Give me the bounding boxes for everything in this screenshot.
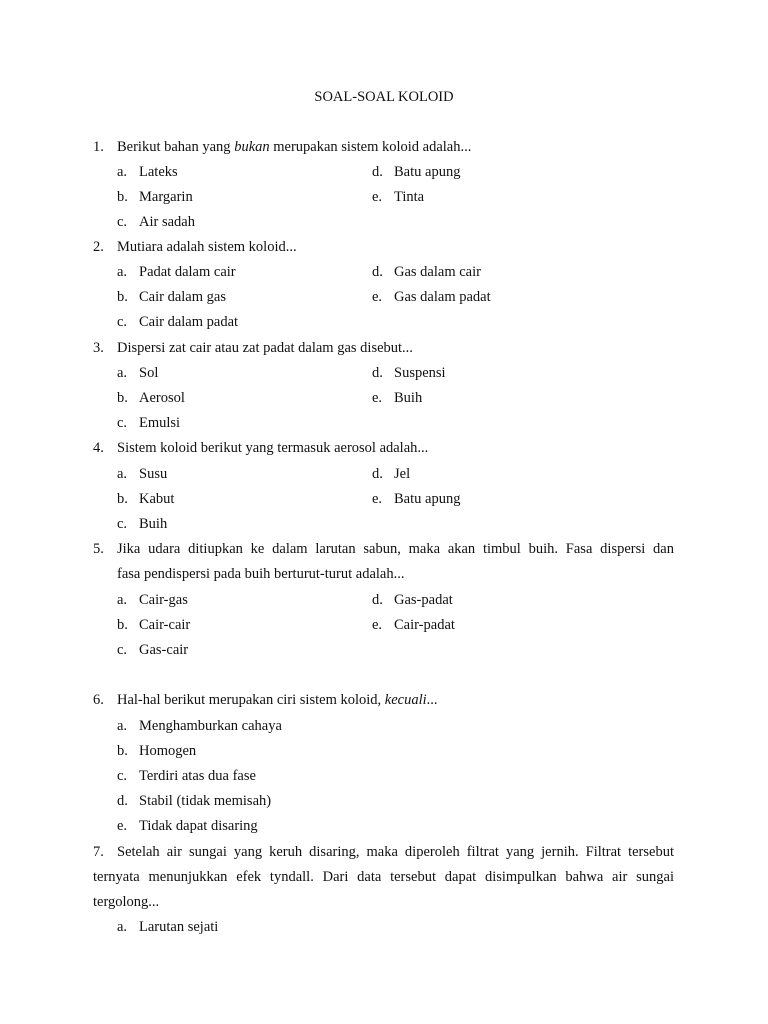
- option-letter: c.: [117, 314, 128, 330]
- question-number: 1.: [93, 139, 104, 155]
- option-letter: c.: [117, 214, 128, 230]
- option-text: Cair-padat: [394, 617, 455, 633]
- option-letter: b.: [117, 491, 128, 507]
- question-text: [117, 137, 471, 157]
- option-letter: d.: [372, 592, 383, 608]
- option-text: Kabut: [139, 491, 175, 507]
- option-letter: a.: [117, 264, 128, 280]
- question-text: Setelah air sungai yang keruh disaring, maka diperoleh filtrat yang jernih. Filtrat tersebut: [117, 844, 674, 860]
- option-1e: [372, 187, 424, 207]
- option-text: Buih: [139, 516, 168, 532]
- option-text: Margarin: [139, 189, 193, 205]
- option-text: Batu apung: [394, 491, 461, 507]
- question-number: 7.: [93, 844, 104, 860]
- option-1d: [372, 162, 460, 182]
- option-4d: [372, 464, 410, 484]
- option-letter: a.: [117, 466, 128, 482]
- question-text-part: merupakan sistem koloid adalah...: [269, 139, 472, 155]
- option-letter: d.: [372, 365, 383, 381]
- option-2d: [372, 262, 481, 282]
- option-text: Buih: [394, 390, 423, 406]
- option-letter: d.: [117, 793, 128, 809]
- question-text-continued: fasa pendispersi pada buih berturut-turut adalah...: [117, 566, 405, 582]
- option-letter: b.: [117, 743, 128, 759]
- option-text: Menghamburkan cahaya: [139, 718, 282, 734]
- option-6c: [117, 766, 256, 786]
- option-4e: [372, 489, 460, 509]
- option-text: Cair dalam gas: [139, 289, 226, 305]
- option-text: Gas dalam cair: [394, 264, 481, 280]
- option-letter: e.: [372, 617, 383, 633]
- option-3c: [117, 413, 180, 433]
- question-number: 6.: [93, 692, 104, 708]
- question-number: 2.: [93, 239, 104, 255]
- option-5c: [117, 640, 188, 660]
- option-5e: [372, 615, 455, 635]
- question-text: Mutiara adalah sistem koloid...: [117, 239, 297, 255]
- option-6a: [117, 716, 282, 736]
- question-text: Dispersi zat cair atau zat padat dalam gas disebut...: [117, 340, 413, 356]
- option-text: Emulsi: [139, 415, 181, 431]
- option-letter: a.: [117, 919, 128, 935]
- option-4b: [117, 489, 174, 509]
- option-2c: [117, 312, 238, 332]
- option-text: Lateks: [139, 164, 178, 180]
- option-text: Padat dalam cair: [139, 264, 236, 280]
- option-5a: [117, 590, 188, 610]
- option-2a: [117, 262, 236, 282]
- option-3b: [117, 388, 185, 408]
- question-number: 3.: [93, 340, 104, 356]
- option-letter: e.: [117, 818, 128, 834]
- page-title: SOAL-SOAL KOLOID: [314, 89, 454, 105]
- option-1c: [117, 212, 195, 232]
- option-3a: [117, 363, 158, 383]
- option-5d: [372, 590, 453, 610]
- option-text: Homogen: [139, 743, 197, 759]
- option-letter: e.: [372, 189, 383, 205]
- option-1b: [117, 187, 193, 207]
- option-3e: [372, 388, 422, 408]
- option-text: Gas-padat: [394, 592, 453, 608]
- question-text: Sistem koloid berikut yang termasuk aerosol adalah...: [117, 440, 429, 456]
- question-text-emphasis: bukan: [234, 139, 270, 155]
- option-4a: [117, 464, 167, 484]
- option-letter: b.: [117, 390, 128, 406]
- option-text: Air sadah: [139, 214, 195, 230]
- option-text: Tidak dapat disaring: [139, 818, 258, 834]
- question-text-part: Berikut bahan yang: [117, 139, 235, 155]
- option-6b: [117, 741, 196, 761]
- option-text: Gas dalam padat: [394, 289, 491, 305]
- option-letter: b.: [117, 617, 128, 633]
- question-text: [117, 690, 438, 710]
- option-letter: e.: [372, 491, 383, 507]
- option-6d: [117, 791, 271, 811]
- option-letter: c.: [117, 642, 128, 658]
- option-letter: d.: [372, 264, 383, 280]
- option-letter: e.: [372, 390, 383, 406]
- question-text-continued: tergolong...: [93, 894, 160, 910]
- option-letter: b.: [117, 289, 128, 305]
- option-letter: c.: [117, 415, 128, 431]
- option-letter: a.: [117, 365, 128, 381]
- option-letter: e.: [372, 289, 383, 305]
- option-2b: [117, 287, 226, 307]
- question-number: 4.: [93, 440, 104, 456]
- option-text: Suspensi: [394, 365, 446, 381]
- option-letter: c.: [117, 516, 128, 532]
- option-text: Cair dalam padat: [139, 314, 239, 330]
- option-letter: a.: [117, 718, 128, 734]
- option-text: Larutan sejati: [139, 919, 219, 935]
- option-text: Jel: [394, 466, 411, 482]
- question-number: 5.: [93, 541, 104, 557]
- question-text: Jika udara ditiupkan ke dalam larutan sabun, maka akan timbul buih. Fasa dispersi dan: [117, 541, 674, 557]
- option-text: Cair-gas: [139, 592, 188, 608]
- option-letter: a.: [117, 592, 128, 608]
- option-2e: [372, 287, 491, 307]
- option-text: Aerosol: [139, 390, 185, 406]
- question-text-continued: ternyata menunjukkan efek tyndall. Dari data tersebut dapat disimpulkan bahwa air sungai: [93, 869, 674, 885]
- option-letter: c.: [117, 768, 128, 784]
- question-text-emphasis: kecuali: [384, 692, 427, 708]
- option-text: Sol: [139, 365, 159, 381]
- option-7a: [117, 917, 218, 937]
- option-text: Terdiri atas dua fase: [139, 768, 256, 784]
- option-3d: [372, 363, 446, 383]
- question-text-part: ...: [426, 692, 438, 708]
- option-text: Gas-cair: [139, 642, 189, 658]
- option-6e: [117, 816, 258, 836]
- option-text: Tinta: [394, 189, 425, 205]
- option-4c: [117, 514, 167, 534]
- option-text: Susu: [139, 466, 168, 482]
- question-text-part: Hal-hal berikut merupakan ciri sistem koloid,: [117, 692, 385, 708]
- option-letter: b.: [117, 189, 128, 205]
- option-letter: a.: [117, 164, 128, 180]
- option-text: Batu apung: [394, 164, 461, 180]
- option-text: Cair-cair: [139, 617, 191, 633]
- option-letter: d.: [372, 466, 383, 482]
- option-5b: [117, 615, 190, 635]
- option-1a: [117, 162, 178, 182]
- option-letter: d.: [372, 164, 383, 180]
- option-text: Stabil (tidak memisah): [139, 793, 272, 809]
